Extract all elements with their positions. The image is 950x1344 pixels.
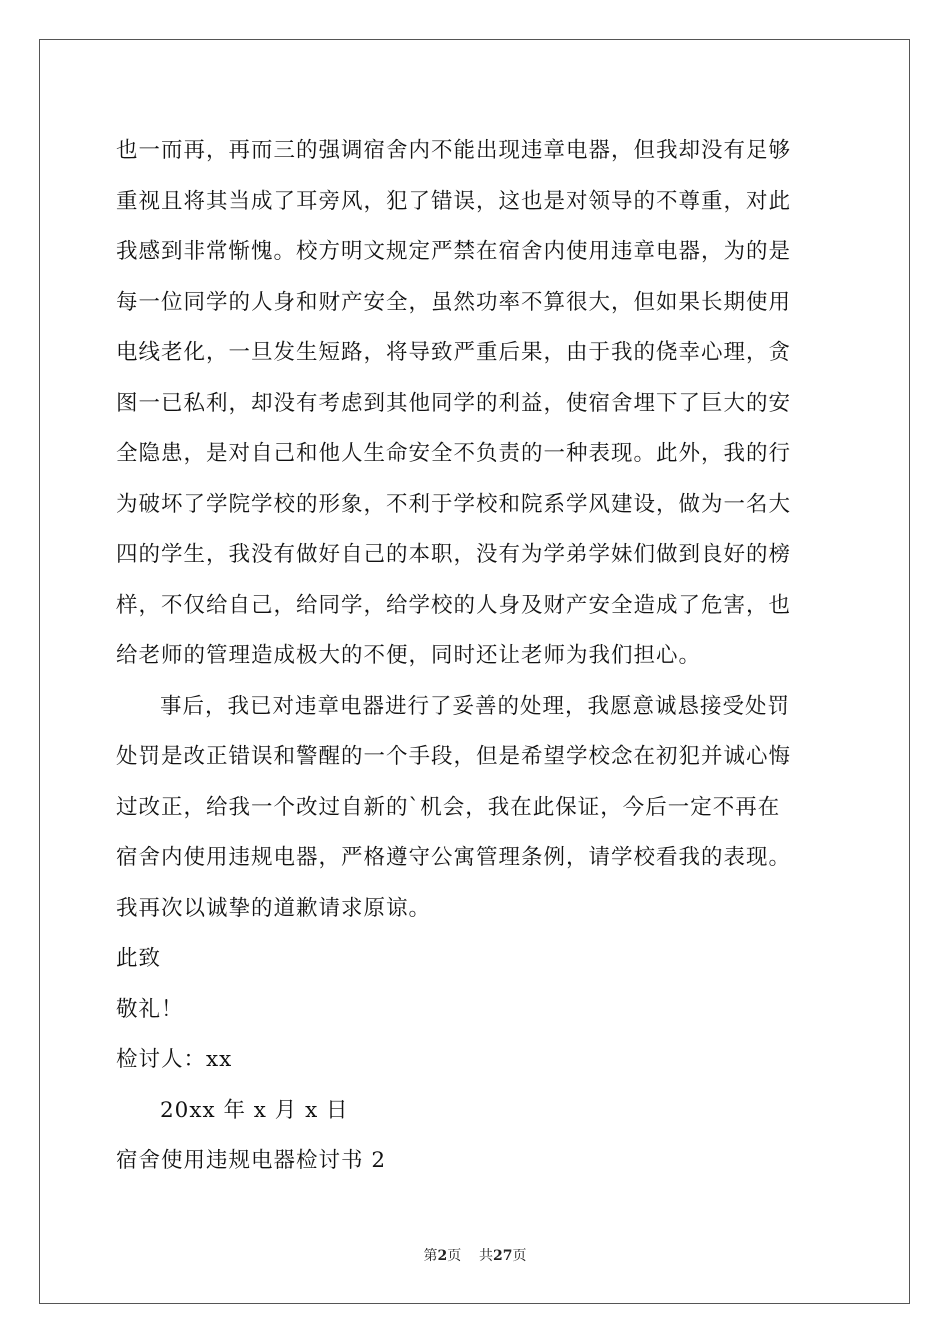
body-line: 全隐患，是对自己和他人生命安全不负责的一种表现。此外，我的行	[116, 441, 792, 466]
signature-author: 检讨人：xx	[116, 1047, 233, 1072]
footer-page-prefix: 第	[423, 1248, 438, 1264]
document-body	[116, 126, 836, 1187]
body-line: 我再次以诚挚的道歉请求原谅。	[116, 895, 432, 921]
body-line: 电线老化，一旦发生短路，将导致严重后果，由于我的侥幸心理，贪	[116, 340, 792, 365]
body-line: 为破坏了学院学校的形象，不利于学校和院系学风建设，做为一名大	[116, 491, 792, 517]
body-line: 处罚是改正错误和警醒的一个手段，但是希望学校念在初犯并诚心悔	[116, 744, 792, 769]
next-section-title: 宿舍使用违规电器检讨书 2	[116, 1148, 387, 1173]
body-line: 四的学生，我没有做好自己的本职，没有为学弟学妹们做到良好的榜	[116, 542, 792, 567]
footer-page-number: 2	[437, 1248, 448, 1264]
body-line: 宿舍内使用违规电器，严格遵守公寓管理条例，请学校看我的表现。	[116, 845, 792, 870]
footer-total-prefix: 共	[479, 1248, 494, 1264]
body-line: 给老师的管理造成极大的不便，同时还让老师为我们担心。	[116, 643, 702, 668]
body-line: 我感到非常惭愧。校方明文规定严禁在宿舍内使用违章电器，为的是	[116, 239, 792, 264]
body-line: 重视且将其当成了耳旁风，犯了错误，这也是对领导的不尊重，对此	[116, 188, 792, 214]
body-line-paragraph-start: 事后，我已对违章电器进行了妥善的处理，我愿意诚恳接受处罚	[160, 693, 791, 719]
footer-total-pages: 27	[493, 1248, 513, 1264]
body-line: 样，不仅给自己，给同学，给学校的人身及财产安全造成了危害，也	[116, 592, 792, 618]
page-footer	[0, 1245, 950, 1265]
footer-total-suffix: 页	[512, 1248, 527, 1264]
closing-salutation: 此致	[116, 946, 162, 971]
body-line: 也一而再，再而三的强调宿舍内不能出现违章电器，但我却没有足够	[116, 138, 792, 163]
body-line: 过改正，给我一个改过自新的`机会，我在此保证，今后一定不再在	[116, 794, 781, 820]
signature-date: 20xx 年 x 月 x 日	[160, 1097, 349, 1123]
closing-regards: 敬礼！	[116, 996, 184, 1022]
body-line: 图一已私利，却没有考虑到其他同学的利益，使宿舍埋下了巨大的安	[116, 390, 792, 416]
footer-page-suffix: 页	[447, 1248, 462, 1264]
body-line: 每一位同学的人身和财产安全，虽然功率不算很大，但如果长期使用	[116, 289, 792, 315]
